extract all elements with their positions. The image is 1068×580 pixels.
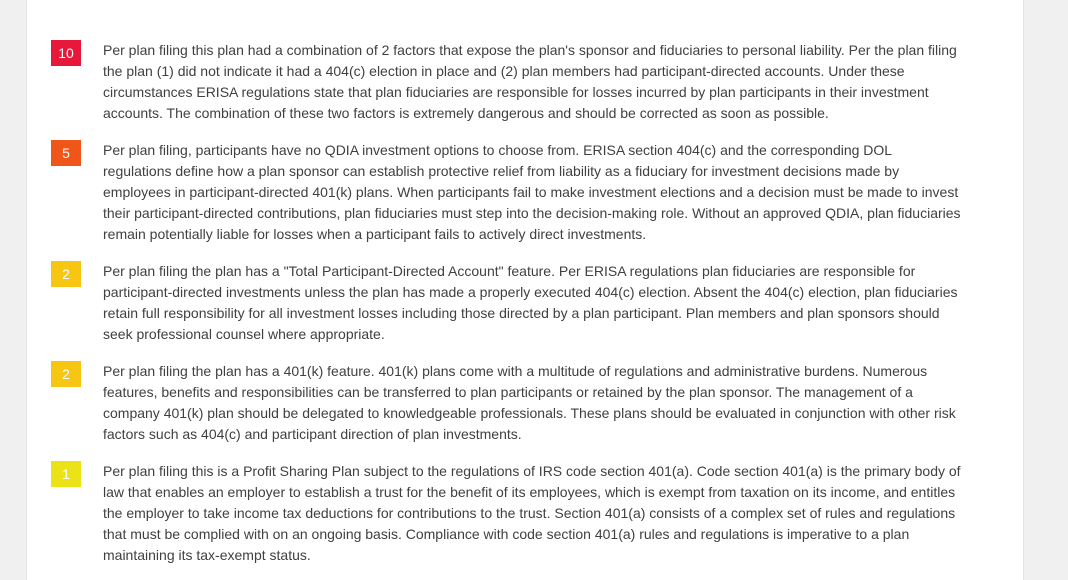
- risk-item: [51, 361, 991, 445]
- risk-score-badge: 5: [51, 140, 81, 166]
- risk-description: Per plan filing the plan has a 401(k) feature. 401(k) plans come with a multitude of regulations and administrative burdens. Numerous features, benefits and responsibilities can be transferred to plan participants or retained by the plan sponsor. The management of a company 401(k) plan should be delegated to knowledgeable professionals. These plans should be evaluated in conjunction with other risk factors such as 404(c) and participant direction of plan investments.: [103, 363, 956, 442]
- risk-item: [51, 140, 991, 245]
- risk-item: [51, 261, 991, 345]
- risk-factor-list: [51, 40, 991, 580]
- risk-item: [51, 40, 991, 124]
- risk-description: Per plan filing, participants have no QDIA investment options to choose from. ERISA section 404(c) and the corresponding DOL regulations define how a plan sponsor can establish protective relief from liability as a fiduciary for investment decisions made by employees in participant-directed 401(k) plans. When participants fail to make investment elections and a decision must be made to invest their participant-directed contributions, plan fiduciaries must step into the decision-making role. Without an approved QDIA, plan fiduciaries remain potentially liable for losses when a participant fails to actively direct investments.: [103, 142, 961, 242]
- risk-score-badge: 2: [51, 261, 81, 287]
- risk-score-badge: 1: [51, 461, 81, 487]
- risk-score-badge: 10: [51, 40, 81, 66]
- risk-description: Per plan filing this plan had a combination of 2 factors that expose the plan's sponsor and fiduciaries to personal liability. Per the plan filing the plan (1) did not indicate it had a 404(c) election in place and (2) plan members had participant-directed accounts. Under these circumstances ERISA regulations state that plan fiduciaries are responsible for losses incurred by plan participants in their investment accounts. The combination of these two factors is extremely dangerous and should be corrected as soon as possible.: [103, 42, 957, 121]
- risk-score-badge: 2: [51, 361, 81, 387]
- risk-description: Per plan filing this is a Profit Sharing Plan subject to the regulations of IRS code section 401(a). Code section 401(a) is the primary body of law that enables an employer to establish a trust for the benefit of its employees, which is exempt from taxation on its income, and entitles the employer to take income tax deductions for contributions to the trust. Section 401(a) consists of a complex set of rules and regulations that must be complied with on an ongoing basis. Compliance with code section 401(a) rules and regulations is imperative to a plan maintaining its tax-exempt status.: [103, 463, 961, 563]
- content-panel: [26, 0, 1024, 580]
- risk-item: [51, 461, 991, 566]
- risk-description: Per plan filing the plan has a "Total Participant-Directed Account" feature. Per ERISA regulations plan fiduciaries are responsible for participant-directed investments unless the plan has made a properly executed 404(c) election. Absent the 404(c) election, plan fiduciaries retain full responsibility for all investment losses including those directed by a plan participant. Plan members and plan sponsors should seek professional counsel where appropriate.: [103, 263, 958, 342]
